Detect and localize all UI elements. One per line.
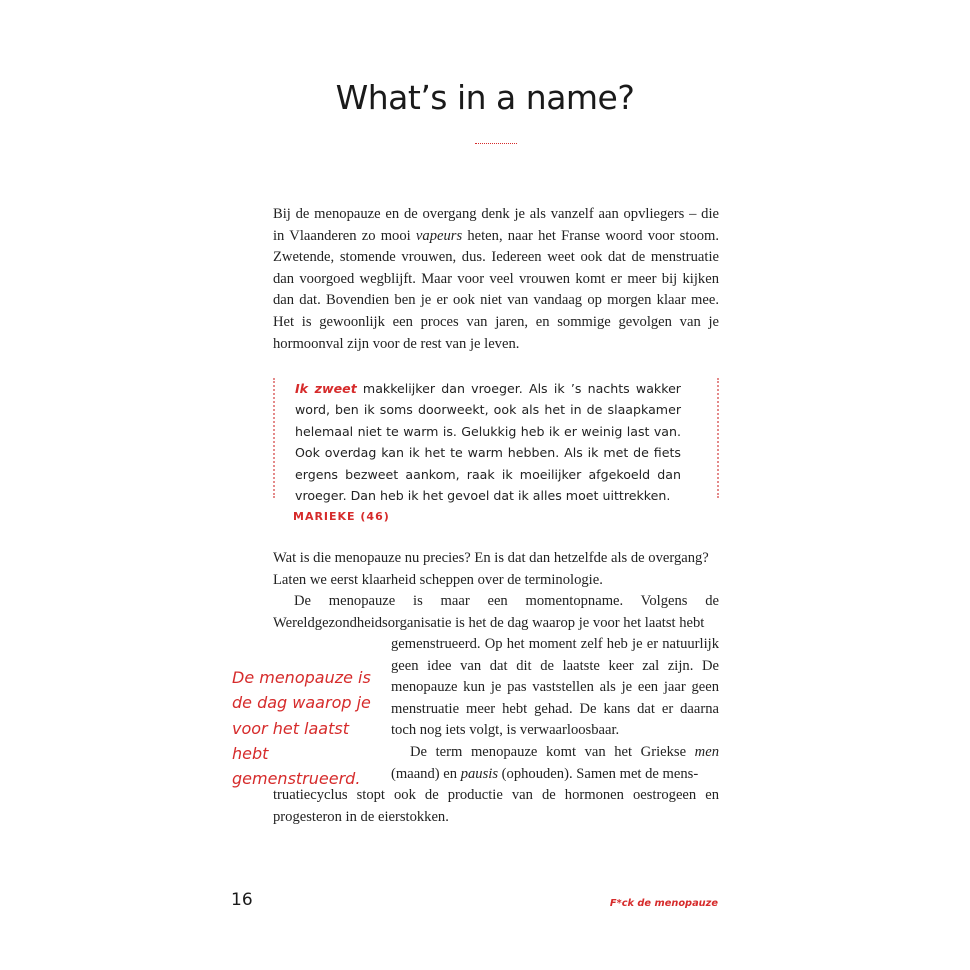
testimonial-body: makkelijker dan vroeger. Als ik ’s nachts wakker word, ben ik soms doorweekt, ook als het in de slaapkamer helemaal niet te warm is. Gelukkig heb ik er weinig last van. Ook overdag kan ik het te warm hebben. Als ik met de fiets ergens bezweet aankom, raak ik moeilijker afgekoeld dan vroeger. Dan heb ik het gevoel dat ik alles moet uittrekken. [295, 381, 681, 504]
etymology-text-2: (maand) en [391, 765, 461, 782]
etymology-italic-men: men [694, 744, 719, 760]
intro-text-1: Bij de menopauze en de overgang denk je als vanzelf aan opvliegers – die in Vlaanderen zo mooi [273, 206, 719, 244]
etymology-text-3: (ophouden). Samen met de mens- [498, 765, 699, 782]
etymology-text-1: De term menopauze komt van het Griekse [410, 744, 695, 760]
testimonial-text [295, 378, 681, 506]
etymology-paragraph-start [391, 742, 719, 785]
testimonial-author: MARIEKE (46) [293, 510, 390, 523]
definition-paragraph-start: De menopauze is maar een momentopname. Volgens de Wereldgezondheidsorganisatie is het de dag waarop je voor het laatst hebt [273, 593, 719, 631]
testimonial-lead: Ik zweet [295, 381, 357, 396]
page-number: 16 [231, 890, 253, 910]
chapter-title: What’s in a name? [335, 78, 635, 117]
intro-italic-term: vapeurs [415, 227, 463, 244]
intro-paragraph [273, 204, 719, 355]
running-title: F*ck de menopauze [609, 898, 718, 909]
etymology-italic-pausis: pausis [460, 765, 499, 782]
title-dotted-rule [475, 143, 517, 144]
etymology-paragraph-rest: truatiecyclus stopt ook de productie van de hormonen oestrogeen en progesteron in de eierstokken. [273, 787, 719, 825]
question-paragraph: Wat is die menopauze nu precies? En is dat dan hetzelfde als de overgang? Laten we eerst klaarheid scheppen over de terminologie. [273, 550, 709, 588]
definition-paragraph-rest: gemenstrueerd. Op het moment zelf heb je er natuurlijk geen idee van dat dit de laatste keer zal zijn. De menopauze kun je pas vaststellen als je een jaar geen menstruatie meer hebt gehad. De kans dat er daarna toch nog iets volgt, is verwaarloosbaar. [391, 636, 719, 738]
testimonial-box [273, 378, 719, 504]
intro-text-2: heten, naar het Franse woord voor stoom. Zwetende, stomende vrouwen, dus. Iedereen weet ook dat de menstruatie dan voorgoed wegblijft. Maar voor veel vrouwen komt er meer bij kijken dan dat. Bovendien ben je er ook niet van vandaag op morgen klaar mee. Het is gewoonlijk een proces van jaren, en sommige gevolgen van je hormoonval zijn voor de rest van je leven. [273, 227, 719, 352]
pull-quote: De menopauze is de dag waarop je voor het laatst hebt gemenstrueerd. [232, 668, 371, 789]
